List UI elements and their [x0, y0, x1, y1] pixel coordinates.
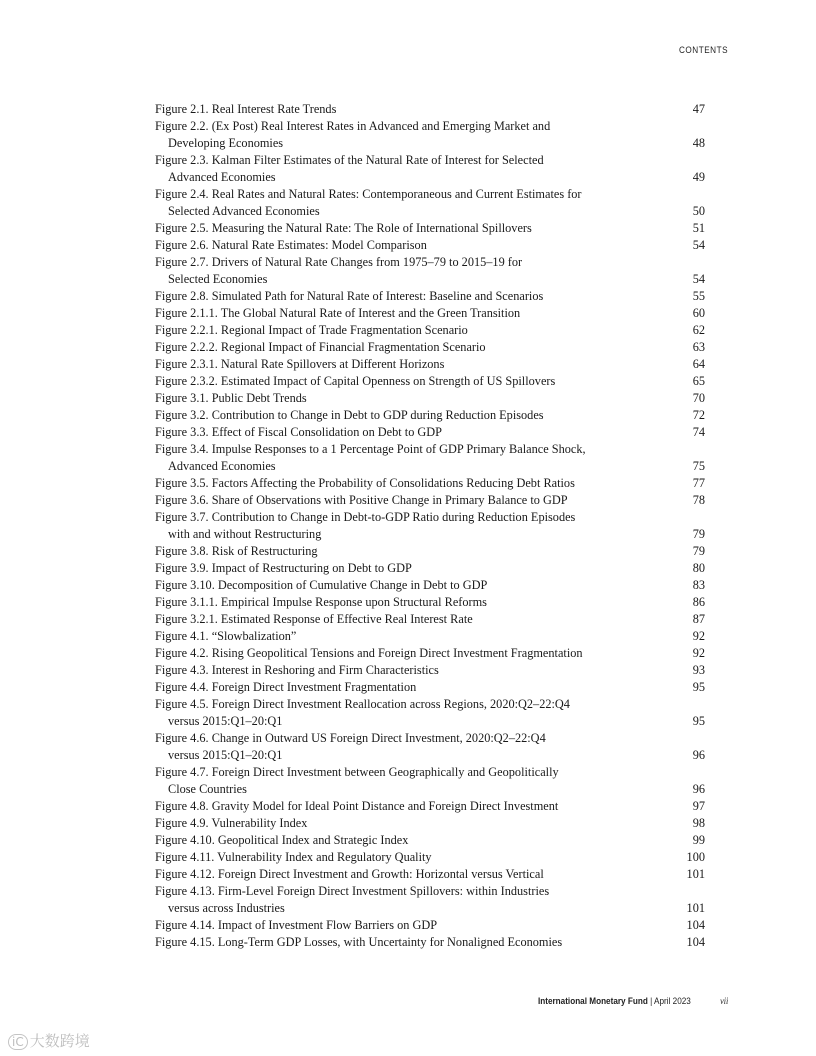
toc-entry-page-number: 87	[692, 612, 705, 626]
toc-entry-page-number: 98	[692, 816, 705, 830]
toc-entry-title-continuation: Developing Economies	[168, 136, 284, 150]
toc-entry-page-number: 96	[692, 748, 705, 762]
toc-entry-page-number: 54	[692, 272, 705, 286]
toc-entry	[155, 390, 705, 407]
toc-entry-title	[155, 662, 625, 679]
toc-entry	[155, 628, 705, 645]
toc-entry-title-line: Figure 3.1.1. Empirical Impulse Response upon Structural Reforms	[155, 595, 487, 609]
toc-entry-title	[155, 832, 625, 849]
toc-entry-page-number: 79	[692, 544, 705, 558]
toc-entry-title-continuation: versus 2015:Q1–20:Q1	[168, 714, 283, 728]
footer-date: April 2023	[653, 996, 691, 1007]
toc-entry-page-number: 101	[686, 901, 705, 915]
toc-entry-title	[155, 866, 625, 883]
toc-entry-title-line: Figure 2.6. Natural Rate Estimates: Model Comparison	[155, 238, 427, 252]
toc-entry-title-line: Figure 3.6. Share of Observations with Positive Change in Primary Balance to GDP	[155, 493, 568, 507]
toc-entry-title	[155, 237, 625, 254]
toc-entry-page-number: 47	[692, 102, 705, 116]
toc-entry-title	[155, 594, 625, 611]
footer-publisher: International Monetary Fund	[537, 996, 648, 1007]
toc-entry	[155, 305, 705, 322]
toc-entry-title	[155, 407, 625, 424]
toc-entry-page-number: 63	[692, 340, 705, 354]
toc-entry-title-line: Figure 4.6. Change in Outward US Foreign Direct Investment, 2020:Q2–22:Q4	[155, 731, 546, 745]
toc-entry-title-line: Figure 4.9. Vulnerability Index	[155, 816, 308, 830]
toc-entry-title-line: Figure 2.3.1. Natural Rate Spillovers at Different Horizons	[155, 357, 445, 371]
toc-entry	[155, 509, 705, 543]
toc-entry-page-number: 54	[692, 238, 705, 252]
toc-entry-title-continuation: with and without Restructuring	[168, 527, 322, 541]
toc-entry-title	[155, 356, 625, 373]
footer-separator: |	[647, 996, 654, 1007]
toc-entry-page-number: 99	[692, 833, 705, 847]
toc-entry-title-line: Figure 2.4. Real Rates and Natural Rates: Contemporaneous and Current Estimates for	[155, 187, 582, 201]
toc-entry	[155, 288, 705, 305]
page-number: vii	[719, 997, 728, 1007]
toc-entry	[155, 186, 705, 220]
toc-entry	[155, 407, 705, 424]
toc-entry-title	[155, 764, 625, 798]
toc-entry-page-number: 104	[686, 935, 705, 949]
toc-entry-title-line: Figure 3.8. Risk of Restructuring	[155, 544, 318, 558]
toc-entry-title-line: Figure 2.3.2. Estimated Impact of Capital Openness on Strength of US Spillovers	[155, 374, 556, 388]
toc-entry-title	[155, 798, 625, 815]
watermark-logo-icon: iC	[8, 1034, 28, 1050]
toc-entry-page-number: 95	[692, 680, 705, 694]
toc-entry	[155, 322, 705, 339]
toc-entry-title-line: Figure 4.7. Foreign Direct Investment between Geographically and Geopolitically	[155, 765, 559, 779]
toc-entry-title-line: Figure 2.2.2. Regional Impact of Financial Fragmentation Scenario	[155, 340, 486, 354]
toc-entry-title-line: Figure 4.13. Firm-Level Foreign Direct Investment Spillovers: within Industries	[155, 884, 550, 898]
toc-entry-title	[155, 339, 625, 356]
toc-entry	[155, 730, 705, 764]
toc-entry-title	[155, 696, 625, 730]
toc-entry-page-number: 93	[692, 663, 705, 677]
toc-entry-title	[155, 305, 625, 322]
toc-entry-title-line: Figure 2.2.1. Regional Impact of Trade Fragmentation Scenario	[155, 323, 468, 337]
toc-entry-title-continuation: versus across Industries	[168, 901, 285, 915]
toc-entry-title-line: Figure 4.10. Geopolitical Index and Strategic Index	[155, 833, 409, 847]
toc-entry	[155, 424, 705, 441]
toc-entry	[155, 220, 705, 237]
toc-entry	[155, 764, 705, 798]
toc-entry-title	[155, 475, 625, 492]
toc-entry	[155, 560, 705, 577]
toc-entry-title	[155, 560, 625, 577]
toc-entry	[155, 849, 705, 866]
toc-entry-title	[155, 322, 625, 339]
toc-entry-page-number: 96	[692, 782, 705, 796]
toc-entry	[155, 152, 705, 186]
toc-entry	[155, 662, 705, 679]
toc-entry-title	[155, 679, 625, 696]
toc-entry-title	[155, 492, 625, 509]
toc-entry-page-number: 77	[692, 476, 705, 490]
toc-entry-title	[155, 730, 625, 764]
toc-entry-title-line: Figure 4.12. Foreign Direct Investment and Growth: Horizontal versus Vertical	[155, 867, 544, 881]
toc-entry-title-line: Figure 4.14. Impact of Investment Flow Barriers on GDP	[155, 918, 438, 932]
toc-entry	[155, 118, 705, 152]
toc-entry-page-number: 55	[692, 289, 705, 303]
toc-entry-title-line: Figure 3.1. Public Debt Trends	[155, 391, 307, 405]
toc-entry-page-number: 104	[686, 918, 705, 932]
toc-entry-title-line: Figure 2.2. (Ex Post) Real Interest Rates in Advanced and Emerging Market and	[155, 119, 551, 133]
toc-entry-title-line: Figure 4.2. Rising Geopolitical Tensions and Foreign Direct Investment Fragmentation	[155, 646, 583, 660]
toc-entry-title-continuation: Close Countries	[168, 782, 247, 796]
toc-entry-page-number: 62	[692, 323, 705, 337]
toc-entry-title	[155, 288, 625, 305]
toc-entry-page-number: 100	[686, 850, 705, 864]
toc-entry	[155, 917, 705, 934]
toc-entry-page-number: 60	[692, 306, 705, 320]
toc-entry-title	[155, 577, 625, 594]
toc-entry	[155, 883, 705, 917]
toc-entry	[155, 441, 705, 475]
toc-entry-title	[155, 220, 625, 237]
toc-entry-page-number: 78	[692, 493, 705, 507]
toc-entry-title-line: Figure 2.5. Measuring the Natural Rate: The Role of International Spillovers	[155, 221, 532, 235]
list-of-figures	[155, 101, 705, 951]
toc-entry-title-line: Figure 3.9. Impact of Restructuring on Debt to GDP	[155, 561, 412, 575]
toc-entry-title	[155, 645, 625, 662]
toc-entry	[155, 577, 705, 594]
toc-entry-title-line: Figure 4.5. Foreign Direct Investment Reallocation across Regions, 2020:Q2–22:Q4	[155, 697, 570, 711]
toc-entry-title	[155, 152, 625, 186]
toc-entry	[155, 645, 705, 662]
toc-entry-title	[155, 118, 625, 152]
toc-entry-title-continuation: Selected Advanced Economies	[168, 204, 320, 218]
toc-entry	[155, 356, 705, 373]
toc-entry-title-line: Figure 3.5. Factors Affecting the Probability of Consolidations Reducing Debt Ratios	[155, 476, 575, 490]
toc-entry	[155, 475, 705, 492]
toc-entry-title	[155, 186, 625, 220]
toc-entry	[155, 543, 705, 560]
toc-entry	[155, 373, 705, 390]
toc-entry-title-continuation: Advanced Economies	[168, 459, 276, 473]
toc-entry-page-number: 92	[692, 646, 705, 660]
toc-entry-page-number: 80	[692, 561, 705, 575]
toc-entry-page-number: 95	[692, 714, 705, 728]
toc-entry	[155, 237, 705, 254]
toc-entry-title	[155, 509, 625, 543]
toc-entry	[155, 679, 705, 696]
toc-entry-title-continuation: versus 2015:Q1–20:Q1	[168, 748, 283, 762]
toc-entry	[155, 934, 705, 951]
toc-entry-title	[155, 917, 625, 934]
toc-entry-title-continuation: Selected Economies	[168, 272, 268, 286]
toc-entry-title	[155, 390, 625, 407]
toc-entry-page-number: 72	[692, 408, 705, 422]
toc-entry	[155, 815, 705, 832]
toc-entry-page-number: 74	[692, 425, 705, 439]
toc-entry-page-number: 65	[692, 374, 705, 388]
toc-entry-title-line: Figure 3.3. Effect of Fiscal Consolidation on Debt to GDP	[155, 425, 443, 439]
page-footer	[538, 996, 728, 1007]
toc-entry-page-number: 75	[692, 459, 705, 473]
toc-entry	[155, 254, 705, 288]
toc-entry-title-line: Figure 4.4. Foreign Direct Investment Fragmentation	[155, 680, 417, 694]
toc-entry	[155, 594, 705, 611]
toc-entry	[155, 696, 705, 730]
toc-entry-title-line: Figure 4.11. Vulnerability Index and Regulatory Quality	[155, 850, 432, 864]
toc-entry-title-line: Figure 3.2.1. Estimated Response of Effective Real Interest Rate	[155, 612, 473, 626]
watermark-text: 大数跨境	[29, 1032, 90, 1050]
toc-entry-title	[155, 373, 625, 390]
toc-entry-title	[155, 628, 625, 645]
toc-entry-title-line: Figure 4.15. Long-Term GDP Losses, with Uncertainty for Nonaligned Economies	[155, 935, 563, 949]
toc-entry-title-line: Figure 2.7. Drivers of Natural Rate Changes from 1975–79 to 2015–19 for	[155, 255, 523, 269]
toc-entry	[155, 866, 705, 883]
toc-entry-title	[155, 883, 625, 917]
toc-entry-title-line: Figure 4.8. Gravity Model for Ideal Point Distance and Foreign Direct Investment	[155, 799, 559, 813]
toc-entry-page-number: 83	[692, 578, 705, 592]
toc-entry-title-line: Figure 4.1. “Slowbalization”	[155, 629, 297, 643]
watermark	[8, 1030, 90, 1051]
toc-entry-page-number: 101	[686, 867, 705, 881]
toc-entry-title-line: Figure 2.3. Kalman Filter Estimates of the Natural Rate of Interest for Selected	[155, 153, 544, 167]
toc-entry-title	[155, 424, 625, 441]
toc-entry-page-number: 48	[692, 136, 705, 150]
toc-entry-title-line: Figure 3.2. Contribution to Change in Debt to GDP during Reduction Episodes	[155, 408, 544, 422]
toc-entry	[155, 611, 705, 628]
toc-entry	[155, 101, 705, 118]
toc-entry	[155, 492, 705, 509]
toc-entry	[155, 798, 705, 815]
toc-entry-page-number: 92	[692, 629, 705, 643]
toc-entry-title-line: Figure 2.1.1. The Global Natural Rate of Interest and the Green Transition	[155, 306, 521, 320]
toc-entry-title	[155, 543, 625, 560]
toc-entry-page-number: 64	[692, 357, 705, 371]
toc-entry	[155, 832, 705, 849]
toc-entry-title-line: Figure 3.4. Impulse Responses to a 1 Percentage Point of GDP Primary Balance Shock,	[155, 442, 586, 456]
toc-entry-page-number: 97	[692, 799, 705, 813]
toc-entry-page-number: 51	[692, 221, 705, 235]
toc-entry-title-continuation: Advanced Economies	[168, 170, 276, 184]
toc-entry-title-line: Figure 2.1. Real Interest Rate Trends	[155, 102, 337, 116]
toc-entry-title-line: Figure 2.8. Simulated Path for Natural Rate of Interest: Baseline and Scenarios	[155, 289, 544, 303]
toc-entry-title	[155, 934, 625, 951]
toc-entry-page-number: 49	[692, 170, 705, 184]
running-head: CONTENTS	[678, 45, 728, 56]
toc-entry-title	[155, 441, 625, 475]
toc-entry-page-number: 50	[692, 204, 705, 218]
toc-entry-title	[155, 254, 625, 288]
toc-entry-title	[155, 815, 625, 832]
toc-entry-page-number: 70	[692, 391, 705, 405]
toc-entry-title	[155, 611, 625, 628]
toc-entry-page-number: 86	[692, 595, 705, 609]
toc-entry-page-number: 79	[692, 527, 705, 541]
toc-entry-title	[155, 849, 625, 866]
toc-entry	[155, 339, 705, 356]
toc-entry-title-line: Figure 4.3. Interest in Reshoring and Firm Characteristics	[155, 663, 439, 677]
toc-entry-title	[155, 101, 625, 118]
toc-entry-title-line: Figure 3.10. Decomposition of Cumulative Change in Debt to GDP	[155, 578, 488, 592]
toc-entry-title-line: Figure 3.7. Contribution to Change in Debt-to-GDP Ratio during Reduction Episodes	[155, 510, 576, 524]
